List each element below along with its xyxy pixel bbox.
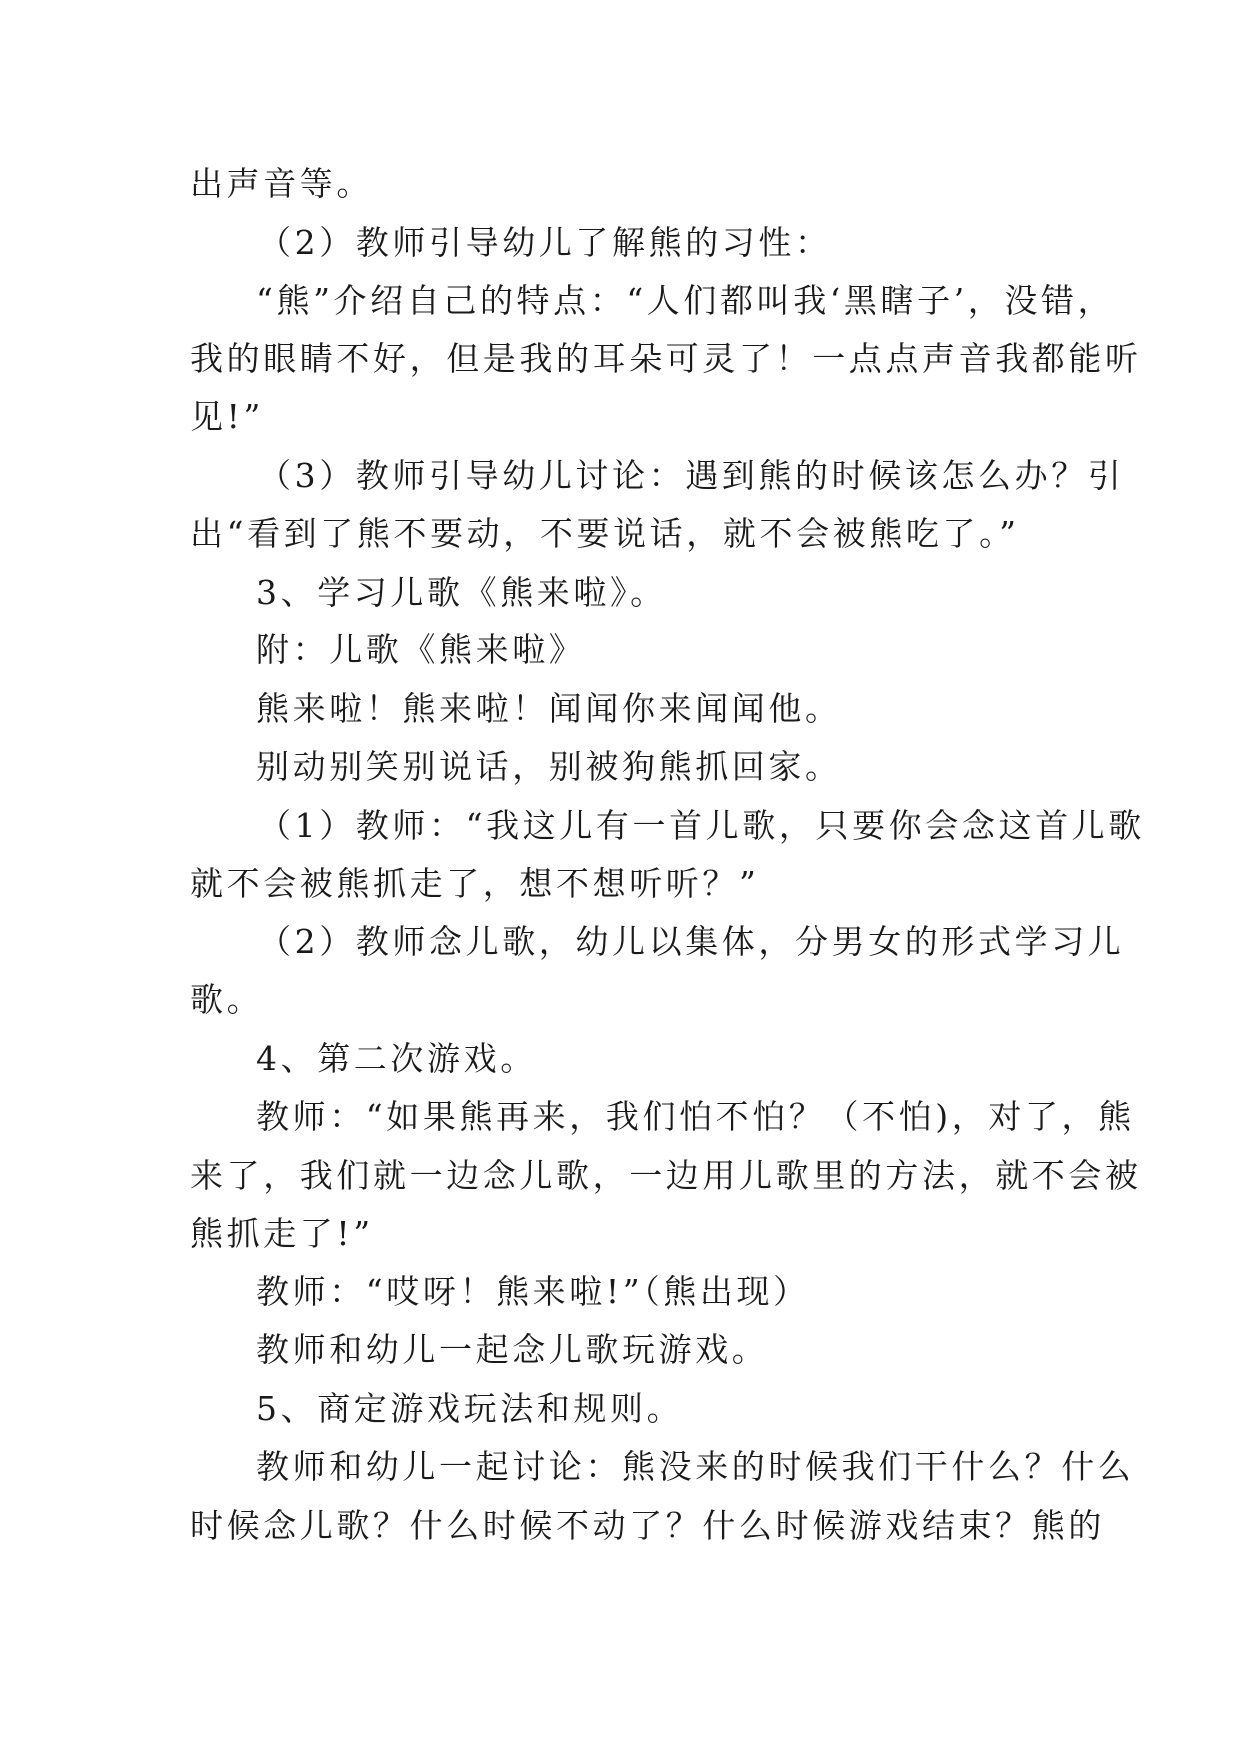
paragraph-line-5: 见!” (190, 397, 264, 436)
section-heading-5: 5、商定游戏玩法和规则。 (256, 1389, 684, 1428)
nursery-rhyme-line-2: 别动别笑别说话，别被狗熊抓回家。 (256, 747, 842, 786)
paragraph-line-3: “熊”介绍自己的特点：“人们都叫我‘黑瞎子’，没错， (256, 281, 1115, 320)
appendix-title: 附：儿歌《熊来啦》 (256, 630, 586, 669)
paragraph-line-21: 教师和幼儿一起念儿歌玩游戏。 (256, 1330, 769, 1369)
paragraph-line-13: 就不会被熊抓走了，想不想听听？” (190, 864, 760, 903)
section-heading-4: 4、第二次游戏。 (256, 1039, 537, 1078)
paragraph-line-24: 时候念儿歌？什么时候不动了？什么时候游戏结束？熊的 (190, 1506, 1105, 1545)
paragraph-line-2: （2）教师引导幼儿了解熊的习性： (258, 223, 832, 262)
section-heading-3: 3、学习儿歌《熊来啦》。 (256, 573, 667, 612)
paragraph-line-19: 熊抓走了!” (190, 1214, 374, 1253)
paragraph-line-17: 教师：“如果熊再来，我们怕不怕？（不怕)，对了，熊 (256, 1097, 1135, 1136)
nursery-rhyme-line-1: 熊来啦！熊来啦！闻闻你来闻闻他。 (256, 689, 842, 728)
paragraph-line-18: 来了，我们就一边念儿歌，一边用儿歌里的方法，就不会被 (190, 1156, 1142, 1195)
paragraph-line-7: 出“看到了熊不要动，不要说话，就不会被熊吃了。” (190, 514, 1020, 553)
paragraph-line-23: 教师和幼儿一起讨论：熊没来的时候我们干什么？什么 (256, 1447, 1135, 1486)
paragraph-line-6: （3）教师引导幼儿讨论：遇到熊的时候该怎么办？引 (258, 456, 1125, 495)
paragraph-line-15: 歌。 (190, 980, 264, 1019)
paragraph-line-1: 出声音等。 (190, 164, 373, 203)
paragraph-line-14: （2）教师念儿歌，幼儿以集体，分男女的形式学习儿 (258, 922, 1125, 961)
paragraph-line-20: 教师：“哎呀！熊来啦!”（熊出现） (256, 1272, 810, 1311)
paragraph-line-4: 我的眼睛不好，但是我的耳朵可灵了！一点点声音我都能听 (190, 339, 1142, 378)
paragraph-line-12: （1）教师：“我这儿有一首儿歌，只要你会念这首儿歌 (258, 806, 1145, 845)
